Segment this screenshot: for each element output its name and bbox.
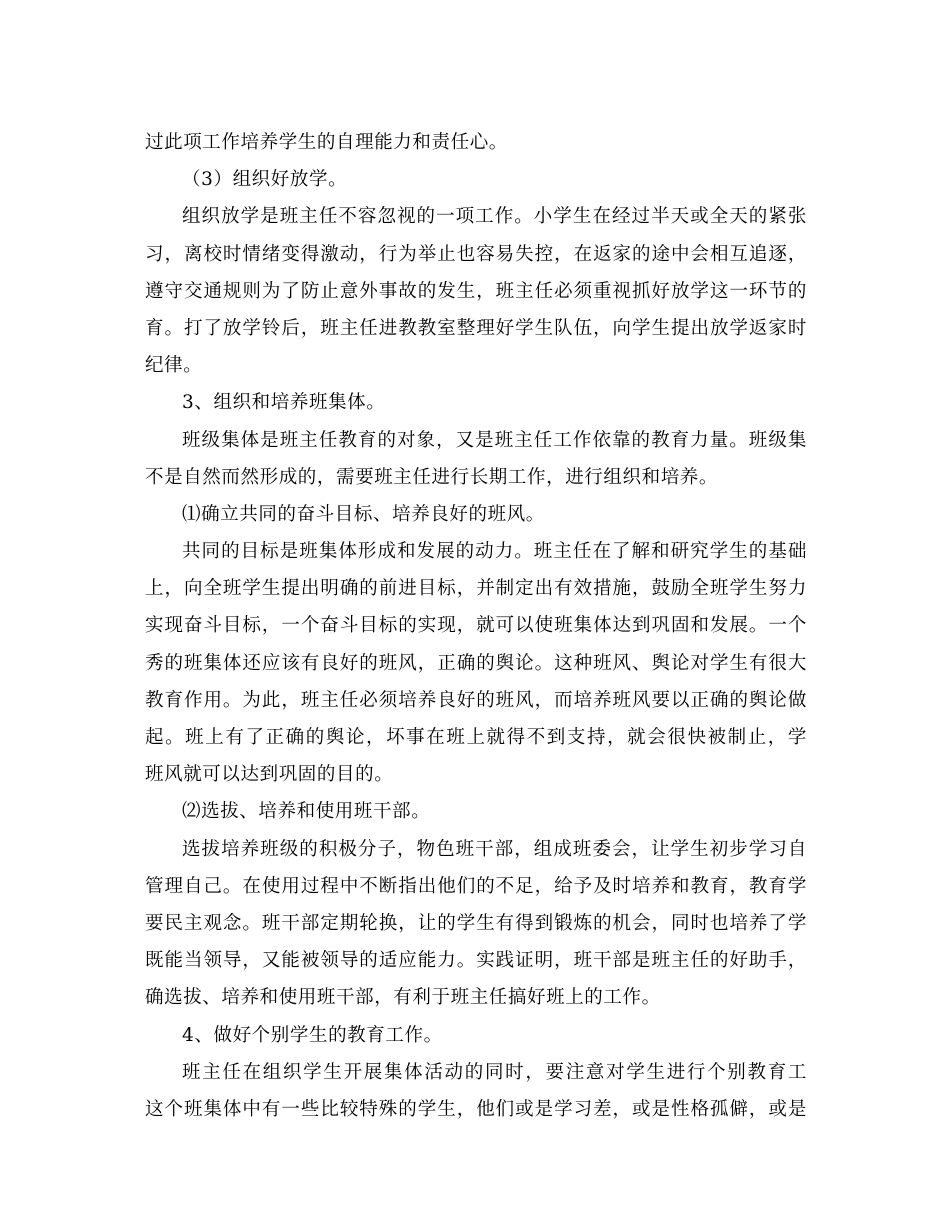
- text-line: 3、组织和培养班集体。: [182, 392, 386, 414]
- text-line: 这个班集体中有一些比较特殊的学生，他们或是学习差，或是性格孤僻，或是: [145, 1098, 807, 1120]
- text-line: 过此项工作培养学生的自理能力和责任心。: [145, 132, 508, 153]
- text-line: 既能当领导，又能被领导的适应能力。实践证明，班干部是班主任的好助手，: [145, 950, 807, 972]
- text-line: ⑵选拔、培养和使用班干部。: [182, 801, 431, 823]
- text-line: 不是自然而然形成的，需要班主任进行长期工作，进行组织和培养。: [145, 466, 719, 488]
- text-line: 秀的班集体还应该有良好的班风，正确的舆论。这种班风、舆论对学生有很大: [145, 652, 807, 674]
- text-line: 上，向全班学生提出明确的前进目标，并制定出有效措施，鼓励全班学生努力: [145, 578, 807, 600]
- text-line: 教育作用。为此，班主任必须培养良好的班风，而培养班风要以正确的舆论做: [145, 689, 807, 711]
- text-line: 4、做好个别学生的教育工作。: [182, 1024, 443, 1046]
- text-line: 选拔培养班级的积极分子，物色班干部，组成班委会，让学生初步学习自: [182, 838, 807, 860]
- text-line: 实现奋斗目标，一个奋斗目标的实现，就可以使班集体达到巩固和发展。一个: [145, 615, 807, 637]
- text-line: 育。打了放学铃后，班主任进教教室整理好学生队伍，向学生提出放学返家时: [145, 317, 807, 339]
- text-line: ⑴确立共同的奋斗目标、培养良好的班风。: [182, 503, 545, 525]
- text-line: 确选拔、培养和使用班干部，有利于班主任搞好班上的工作。: [145, 987, 661, 1009]
- text-line: 组织放学是班主任不容忽视的一项工作。小学生在经过半天或全天的紧张: [182, 206, 807, 228]
- text-line: 习，离校时情绪变得激动，行为举止也容易失控，在返家的途中会相互追逐，: [145, 243, 807, 265]
- text-line: 要民主观念。班干部定期轮换，让的学生有得到锻炼的机会，同时也培养了学: [145, 912, 807, 934]
- text-line: 共同的目标是班集体形成和发展的动力。班主任在了解和研究学生的基础: [182, 541, 807, 563]
- text-line: （3）组织好放学。: [182, 169, 348, 191]
- text-line: 遵守交通规则为了防止意外事故的发生，班主任必须重视抓好放学这一环节的: [145, 280, 807, 302]
- text-line: 班风就可以达到巩固的目的。: [145, 764, 394, 786]
- text-line: 管理自己。在使用过程中不断指出他们的不足，给予及时培养和教育，教育学: [145, 875, 807, 897]
- text-line: 起。班上有了正确的舆论，坏事在班上就得不到支持，就会很快被制止，学: [145, 727, 807, 748]
- text-line: 班主任在组织学生开展集体活动的同时，要注意对学生进行个别教育工: [182, 1061, 807, 1083]
- document-body: [145, 124, 807, 1128]
- text-line: 纪律。: [145, 355, 203, 377]
- text-line: 班级集体是班主任教育的对象，又是班主任工作依靠的教育力量。班级集: [182, 429, 807, 451]
